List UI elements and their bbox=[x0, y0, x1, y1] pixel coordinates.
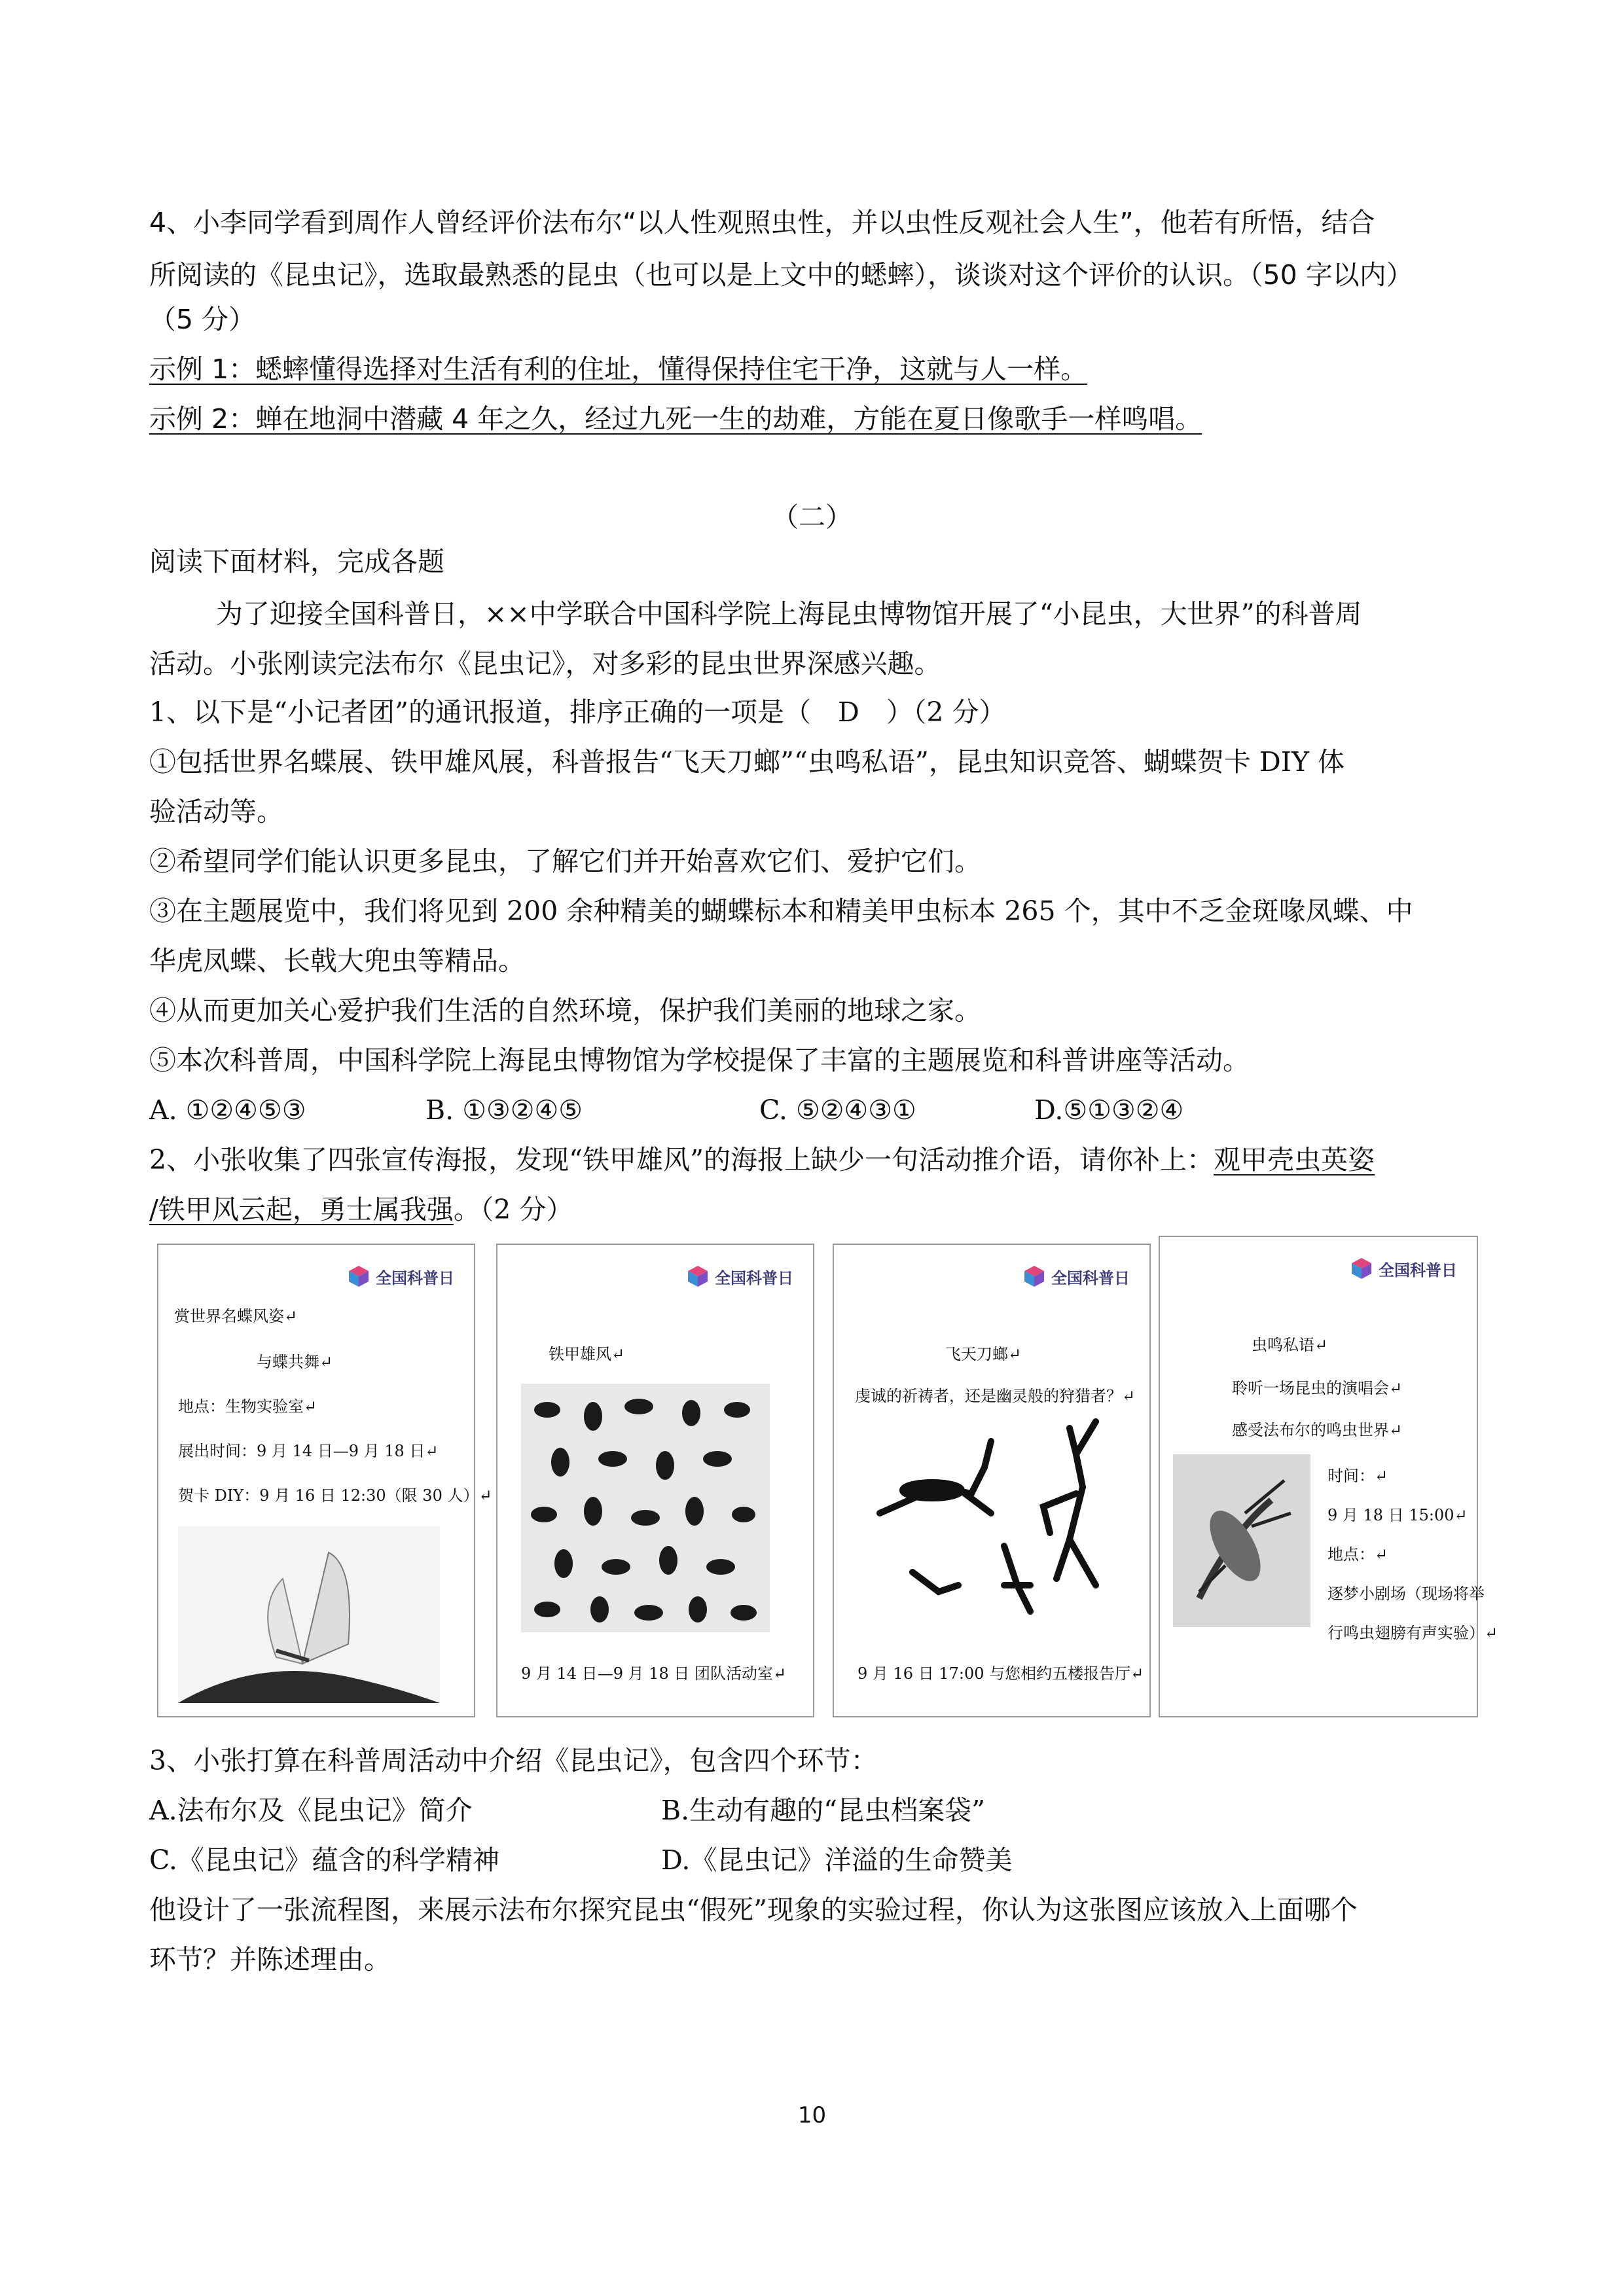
poster1-line5: 贺卡 DIY：9 月 16 日 12:30（限 30 人）↵ bbox=[178, 1486, 492, 1505]
poster-cicada bbox=[1159, 1236, 1498, 1717]
poster4-title: 虫鸣私语↵ bbox=[1252, 1336, 1328, 1354]
cube-logo-icon bbox=[1022, 1265, 1046, 1288]
q2-answer-part1: 观甲壳虫英姿 bbox=[1214, 1144, 1375, 1175]
poster4-line7: 行鸣虫翅膀有声实验）↵ bbox=[1327, 1624, 1498, 1642]
q4-answer-example1: 示例 1：蟋蟀懂得选择对生活有利的住址，懂得保持住宅干净，这就与人一样。 bbox=[149, 353, 1088, 385]
q3-option-a: A.法布尔及《昆虫记》简介 bbox=[149, 1795, 473, 1826]
science-day-logo bbox=[686, 1265, 793, 1288]
section-intro-line1: 为了迎接全国科普日，××中学联合中国科学院上海昆虫博物馆开展了“小昆虫，大世界”的科普周 bbox=[216, 598, 1362, 630]
q3-option-d: D.《昆虫记》洋溢的生命赞美 bbox=[661, 1844, 1013, 1876]
poster-beetle bbox=[496, 1244, 814, 1717]
poster4-line1: 聆听一场昆虫的演唱会↵ bbox=[1232, 1379, 1403, 1397]
poster3-line1: 虔诚的祈祷者，还是幽灵般的狩猎者？↵ bbox=[855, 1387, 1136, 1405]
poster1-line2: 与蝶共舞↵ bbox=[257, 1353, 333, 1371]
q2-stem-line1 bbox=[149, 1143, 1375, 1177]
q4-answer-example2: 示例 2：蝉在地洞中潜藏 4 年之久，经过九死一生的劫难，方能在夏日像歌手一样鸣唱。 bbox=[149, 403, 1202, 435]
q4-stem-line2: 所阅读的《昆虫记》，选取最熟悉的昆虫（也可以是上文中的蟋蟀），谈谈对这个评价的认识。（50 字以内） bbox=[149, 259, 1413, 291]
science-day-logo bbox=[347, 1265, 454, 1288]
logo-text: 全国科普日 bbox=[715, 1268, 793, 1287]
poster-butterfly bbox=[157, 1244, 492, 1717]
q3-line4: 他设计了一张流程图，来展示法布尔探究昆虫“假死”现象的实验过程，你认为这张图应该放入上面哪个 bbox=[149, 1894, 1358, 1926]
cube-logo-icon bbox=[347, 1265, 370, 1288]
q1-stem: 1、以下是“小记者团”的通讯报道，排序正确的一项是（ D ）（2 分） bbox=[149, 696, 1006, 728]
page-number: 10 bbox=[797, 2102, 827, 2128]
q1-item1-line1: ①包括世界名蝶展、铁甲雄风展，科普报告“飞天刀螂”“虫鸣私语”，昆虫知识竞答、蝴蝶贺卡 DIY 体 bbox=[149, 746, 1345, 778]
poster1-line4: 展出时间：9 月 14 日—9 月 18 日↵ bbox=[178, 1442, 439, 1460]
cube-logo-icon bbox=[686, 1265, 710, 1288]
butterfly-photo bbox=[178, 1526, 440, 1703]
section-intro-line2: 活动。小张刚读完法布尔《昆虫记》，对多彩的昆虫世界深感兴趣。 bbox=[149, 648, 941, 679]
cube-logo-icon bbox=[1350, 1257, 1373, 1280]
q3-option-b: B.生动有趣的“昆虫档案袋” bbox=[661, 1795, 986, 1826]
poster4-line3: 时间：↵ bbox=[1327, 1467, 1388, 1485]
poster1-line1: 赏世界名蝶风姿↵ bbox=[174, 1307, 298, 1325]
q2-stem-text: 2、小张收集了四张宣传海报，发现“铁甲雄风”的海报上缺少一句活动推介语，请你补上： bbox=[149, 1144, 1214, 1175]
q1-option-a: A. ①②④⑤③ bbox=[149, 1094, 306, 1126]
section-instruction: 阅读下面材料，完成各题 bbox=[149, 546, 444, 577]
science-day-logo bbox=[1022, 1265, 1130, 1288]
q3-stem: 3、小张打算在科普周活动中介绍《昆虫记》，包含四个环节： bbox=[149, 1745, 878, 1776]
poster4-line4: 9 月 18 日 15:00↵ bbox=[1327, 1506, 1468, 1524]
q1-option-d: D.⑤①③②④ bbox=[1034, 1094, 1184, 1126]
poster1-line3: 地点：生物实验室↵ bbox=[178, 1397, 317, 1416]
science-day-logo bbox=[1350, 1257, 1457, 1280]
beetle-pattern bbox=[521, 1384, 770, 1632]
q1-option-c: C. ⑤②④③① bbox=[759, 1094, 916, 1126]
q1-item5: ⑤本次科普周，中国科学院上海昆虫博物馆为学校提保了丰富的主题展览和科普讲座等活动。 bbox=[149, 1045, 1250, 1076]
poster3-footer: 9 月 16 日 17:00 与您相约五楼报告厅↵ bbox=[857, 1664, 1144, 1683]
q2-stem-line2 bbox=[149, 1193, 573, 1227]
q3-line5: 环节？并陈述理由。 bbox=[149, 1944, 391, 1975]
q4-stem-line3: （5 分） bbox=[149, 304, 256, 335]
q1-item3-line2: 华虎凤蝶、长戟大兜虫等精品。 bbox=[149, 945, 525, 977]
q1-item3-line1: ③在主题展览中，我们将见到 200 余种精美的蝴蝶标本和精美甲虫标本 265 个，其中不乏金斑喙凤蝶、中 bbox=[149, 895, 1413, 927]
cicada-painting bbox=[1173, 1454, 1310, 1627]
poster2-footer: 9 月 14 日—9 月 18 日 团队活动室↵ bbox=[521, 1664, 787, 1683]
logo-text: 全国科普日 bbox=[1051, 1268, 1130, 1287]
logo-text: 全国科普日 bbox=[376, 1268, 454, 1287]
poster3-title: 飞天刀螂↵ bbox=[945, 1345, 1022, 1363]
poster-mantis bbox=[833, 1244, 1151, 1717]
q1-item1-line2: 验活动等。 bbox=[149, 796, 283, 827]
q4-stem-line1: 4、小李同学看到周作人曾经评价法布尔“以人性观照虫性，并以虫性反观社会人生”，他若有所悟，结合 bbox=[149, 207, 1375, 238]
poster4-line5: 地点：↵ bbox=[1327, 1545, 1388, 1564]
poster2-title: 铁甲雄风↵ bbox=[549, 1345, 625, 1363]
poster4-line2: 感受法布尔的鸣虫世界↵ bbox=[1232, 1421, 1403, 1439]
mantis-silhouettes bbox=[860, 1415, 1122, 1631]
logo-text: 全国科普日 bbox=[1379, 1261, 1457, 1280]
q1-option-b: B. ①③②④⑤ bbox=[425, 1094, 583, 1126]
q3-option-c: C.《昆虫记》蕴含的科学精神 bbox=[149, 1844, 499, 1876]
q2-answer-part2: /铁甲风云起，勇士属我强 bbox=[149, 1194, 454, 1225]
q2-score: 。（2 分） bbox=[453, 1194, 573, 1225]
q1-item4: ④从而更加关心爱护我们生活的自然环境，保护我们美丽的地球之家。 bbox=[149, 995, 981, 1026]
section-heading: （二） bbox=[772, 501, 852, 533]
q1-item2: ②希望同学们能认识更多昆虫，了解它们并开始喜欢它们、爱护它们。 bbox=[149, 846, 981, 877]
poster4-line6: 逐梦小剧场（现场将举 bbox=[1327, 1585, 1485, 1603]
